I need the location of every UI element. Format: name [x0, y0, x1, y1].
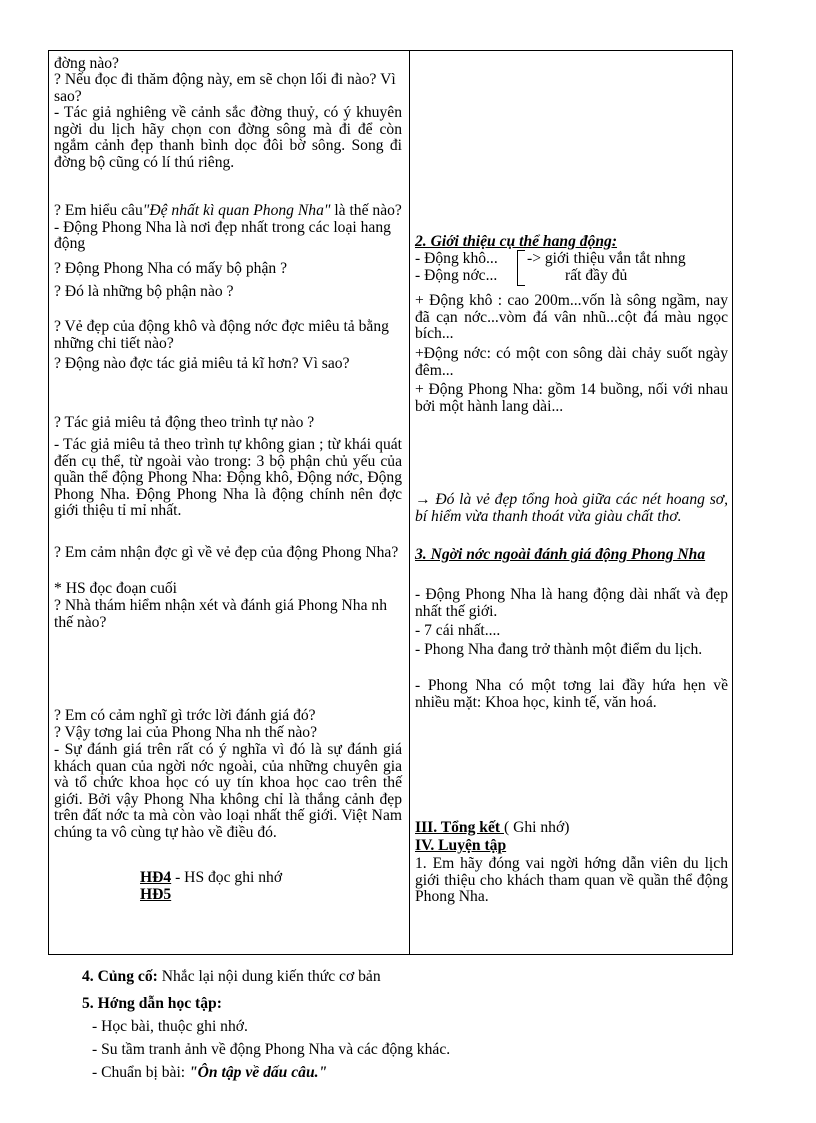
arrow-icon: →: [415, 491, 431, 508]
question: ? Vậy tơng lai của Phong Nha nh thế nào?: [54, 724, 318, 741]
quote-text: "Đệ nhất kì quan Phong Nha": [142, 202, 331, 219]
content-column: [415, 51, 728, 954]
guidance-heading: 5. Hớng dẫn học tập:: [82, 995, 222, 1012]
section-heading: 3. Ngời nớc ngoài đánh giá động Phong Nha: [415, 546, 706, 563]
heading-note: ( Ghi nhớ): [503, 819, 570, 836]
teacher-questions-column: [54, 51, 402, 954]
question: ? Động Phong Nha có mấy bộ phận ?: [54, 260, 287, 277]
guidance-text: Chuẩn bị bài:: [101, 1064, 190, 1081]
consolidation-text: Nhắc lại nội dung kiến thức cơ bản: [157, 968, 381, 985]
lesson-table: [48, 50, 733, 955]
detail: + Động Phong Nha: gồm 14 buồng, nối với nhau bởi một hành lang dài...: [415, 381, 728, 415]
detail: + Động khô : cao 200m...vốn là sông ngầm, nay đã cạn nớc...vòm đá vân nhũ...cột đá màu ngọc bích...: [415, 292, 728, 342]
activity-hd4: [140, 870, 402, 887]
exercise: 1. Em hãy đóng vai ngời hớng dẫn viên du lịch giới thiệu cho khách tham quan về quần thể động Phong Nha.: [415, 855, 728, 905]
detail: - Phong Nha có một tơng lai đầy hứa hẹn về nhiều mặt: Khoa học, kinh tế, văn hoá.: [415, 677, 728, 711]
answer: - Tác giả nghiêng về cảnh sắc đờng thuỷ, có ý khuyên ngời du lịch hãy chọn con đờng sông mà đi để còn ngắm cảnh đẹp thanh bình dọc đôi bờ sông. Song đi đờng bộ cũng có lí thú riêng.: [54, 104, 402, 171]
detail: +Động nớc: có một con sông dài chảy suốt ngày đêm...: [415, 345, 728, 379]
question: ? Em cảm nhận đợc gì về vẻ đẹp của động Phong Nha?: [54, 544, 399, 561]
guidance-item: [92, 1018, 816, 1036]
question: ? Tác giả miêu tả động theo trình tự nào ?: [54, 414, 315, 431]
text-line: - Động nớc...: [415, 267, 498, 284]
guidance-item: [92, 1041, 816, 1059]
section-heading: IV. Luyện tập: [415, 837, 507, 854]
question: ? Vẻ đẹp của động khô và động nớc đợc miêu tả bằng những chi tiết nào?: [54, 318, 389, 352]
section-heading: 2. Giới thiệu cụ thể hang động:: [415, 233, 618, 250]
guidance-item: [92, 1064, 816, 1082]
bullet: -: [92, 1064, 102, 1081]
section-heading: [415, 820, 728, 837]
question: [54, 203, 402, 253]
question: ? Em có cảm nghĩ gì trớc lời đánh giá đó?: [54, 707, 316, 724]
question: ? Nhà thám hiểm nhận xét và đánh giá Phong Nha nh thế nào?: [54, 597, 388, 631]
conclusion: [415, 492, 728, 525]
question-text: ? Em hiểu câu: [54, 202, 143, 219]
guidance-text: Su tầm tranh ảnh về động Phong Nha và các động khác.: [101, 1041, 451, 1058]
text-line: -> giới thiệu vắn tắt nhng: [527, 250, 686, 267]
detail: - 7 cái nhất....: [415, 622, 501, 639]
answer: - Tác giả miêu tả theo trình tự không gian ; từ khái quát đến cụ thể, từ ngoài vào trong: 3 bộ phận chủ yếu của quần thể động Phong Nha: Động khô, Động nớc, Động Phong Nha. Động Phong Nha là động chính nên đợc giới thiệu tỉ mỉ nhất.: [54, 436, 402, 519]
conclusion-text: Đó là vẻ đẹp tổng hoà giữa các nét hoang sơ, bí hiểm vừa thanh thoát vừa giàu chất thơ.: [415, 491, 728, 525]
heading-text: III. Tổng kết: [415, 819, 504, 836]
activity-label: HĐ4: [140, 869, 172, 886]
column-divider: [409, 51, 410, 954]
guidance-text: Học bài, thuộc ghi nhớ.: [101, 1018, 248, 1035]
instruction: * HS đọc đoạn cuối: [54, 580, 177, 597]
question: ? Đó là những bộ phận nào ?: [54, 283, 234, 300]
question: ? Động nào đợc tác giả miêu tả kĩ hơn? Vì sao?: [54, 355, 350, 372]
bullet: -: [92, 1018, 102, 1035]
next-lesson-title: "Ôn tập về dấu câu.": [189, 1064, 328, 1081]
consolidation: [82, 968, 816, 986]
text-line: - Động khô...: [415, 250, 498, 267]
activity-hd5: HĐ5: [140, 886, 172, 903]
activity-text: - HS đọc ghi nhớ: [171, 869, 283, 886]
question-text: là thế nào?- Động Phong Nha là nơi đẹp nhất trong các loại hang động: [54, 202, 402, 252]
detail: - Phong Nha đang trở thành một điểm du lịch.: [415, 641, 703, 658]
question: ? Nếu đọc đi thăm động này, em sẽ chọn lối đi nào? Vì sao?: [54, 71, 396, 105]
bullet: -: [92, 1041, 102, 1058]
text-line: đờng nào?: [54, 55, 119, 72]
detail: - Động Phong Nha là hang động dài nhất và đẹp nhất thế giới.: [415, 586, 728, 620]
answer: - Sự đánh giá trên rất có ý nghĩa vì đó là sự đánh giá khách quan của ngời nớc ngoài, của những chuyên gia và tổ chức khoa học có uy tín khoa học cao trên thế giới. Bởi vậy Phong Nha không chỉ là thắng cảnh đẹp trên đất nớc ta mà còn vào loại nhất thế giới. Việt Nam chúng ta vô cùng tự hào về điều đó.: [54, 741, 402, 841]
consolidation-label: 4. Củng cố:: [82, 968, 158, 985]
text-line: rất đầy đủ: [565, 267, 628, 284]
